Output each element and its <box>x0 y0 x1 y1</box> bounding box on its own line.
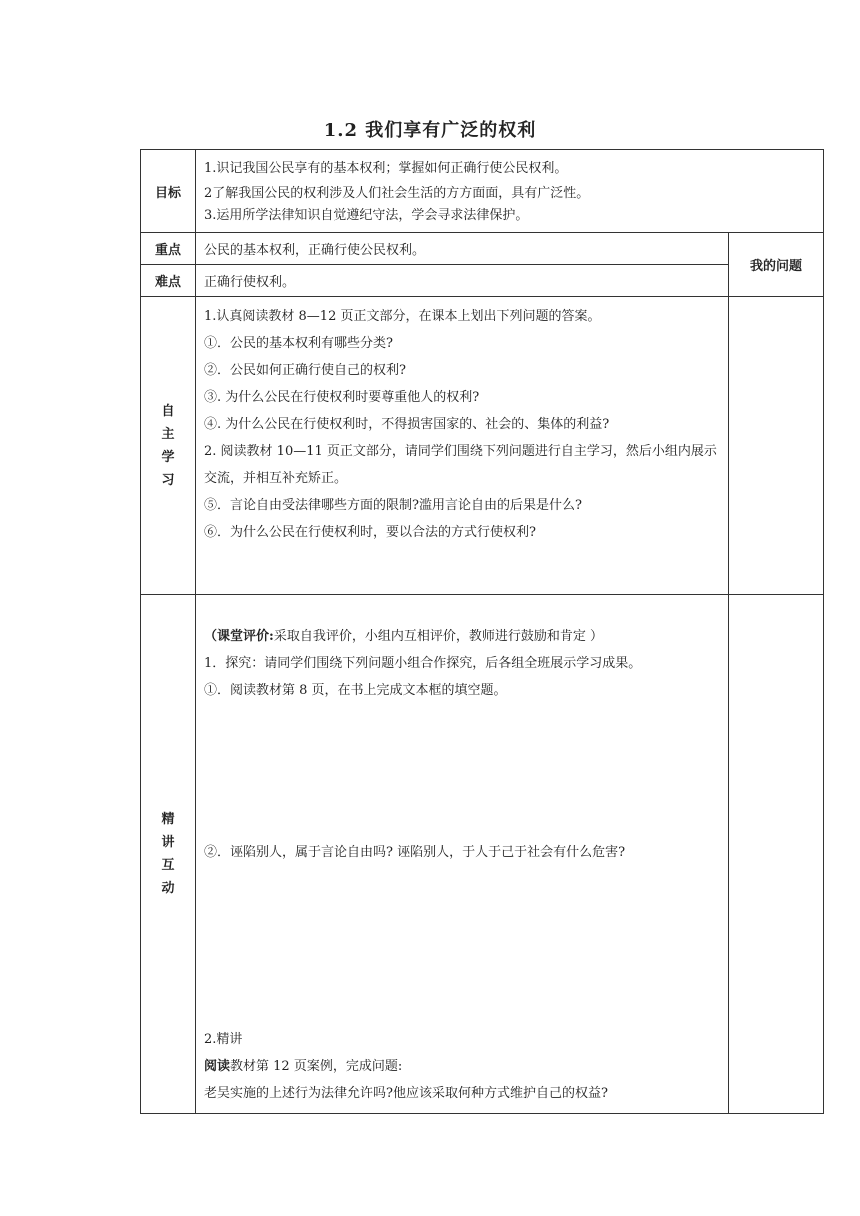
self-study-label: 自 主 学 习 <box>141 297 196 595</box>
key-label: 重点 <box>141 233 196 265</box>
goal-line-2: 2了解我国公民的权利涉及人们社会生活的方方面面，具有广泛性。 <box>204 186 590 201</box>
key-row <box>141 233 824 265</box>
self-study-line: 1.认真阅读教材 8—12 页正文部分，在课本上划出下列问题的答案。 <box>204 309 601 324</box>
self-study-line: ⑥．为什么公民在行使权利时，要以合法的方式行使权利? <box>204 525 536 540</box>
self-study-line: 2. 阅读教材 10—11 页正文部分，请同学们围绕下列问题进行自主学习，然后小组内展示交流，并相互补充矫正。 <box>204 444 717 486</box>
self-study-line: ④. 为什么公民在行使权利时，不得损害国家的、社会的、集体的利益? <box>204 417 610 432</box>
self-study-row <box>141 297 824 595</box>
self-study-content <box>196 297 729 595</box>
self-study-line: ③. 为什么公民在行使权利时要尊重他人的权利? <box>204 390 480 405</box>
difficult-row <box>141 265 824 297</box>
page-title: 1.2 我们享有广泛的权利 <box>323 120 537 141</box>
goal-line-3: 3.运用所学法律知识自觉遵纪守法，学会寻求法律保护。 <box>204 208 529 223</box>
lecture-content <box>196 595 729 1114</box>
lecture-question-cell[interactable] <box>729 595 824 1114</box>
my-question-header: 我的问题 <box>729 233 824 297</box>
read-line: 阅读教材第 12 页案例，完成问题: <box>204 1059 403 1074</box>
goal-content <box>196 150 824 233</box>
lecture-row <box>141 595 824 1114</box>
goal-row <box>141 150 824 233</box>
classroom-eval: （课堂评价:采取自我评价，小组内互相评价，教师进行鼓励和肯定 ） <box>204 629 603 644</box>
case-question: 老吴实施的上述行为法律允许吗?他应该采取何种方式维护自己的权益? <box>204 1086 608 1101</box>
lesson-table <box>140 149 824 1114</box>
difficult-content: 正确行使权利。 <box>196 265 729 297</box>
self-study-line: ①．公民的基本权利有哪些分类? <box>204 336 393 351</box>
goal-label: 目标 <box>141 150 196 233</box>
section-2: 2.精讲 <box>204 1032 243 1047</box>
lecture-label: 精 讲 互 动 <box>141 595 196 1114</box>
difficult-label: 难点 <box>141 265 196 297</box>
self-study-line: ②．公民如何正确行使自己的权利? <box>204 363 406 378</box>
key-content: 公民的基本权利，正确行使公民权利。 <box>196 233 729 265</box>
goal-line-1: 1.识记我国公民享有的基本权利；掌握如何正确行使公民权利。 <box>204 161 568 176</box>
self-study-question-cell[interactable] <box>729 297 824 595</box>
explore-line: 1．探究：请同学们围绕下列问题小组合作探究，后各组全班展示学习成果。 <box>204 656 642 671</box>
self-study-line: ⑤．言论自由受法律哪些方面的限制?滥用言论自由的后果是什么? <box>204 498 582 513</box>
question-2: ②．诬陷别人，属于言论自由吗? 诬陷别人，于人于己于社会有什么危害? <box>204 845 626 860</box>
question-1: ①．阅读教材第 8 页，在书上完成文本框的填空题。 <box>204 683 507 698</box>
